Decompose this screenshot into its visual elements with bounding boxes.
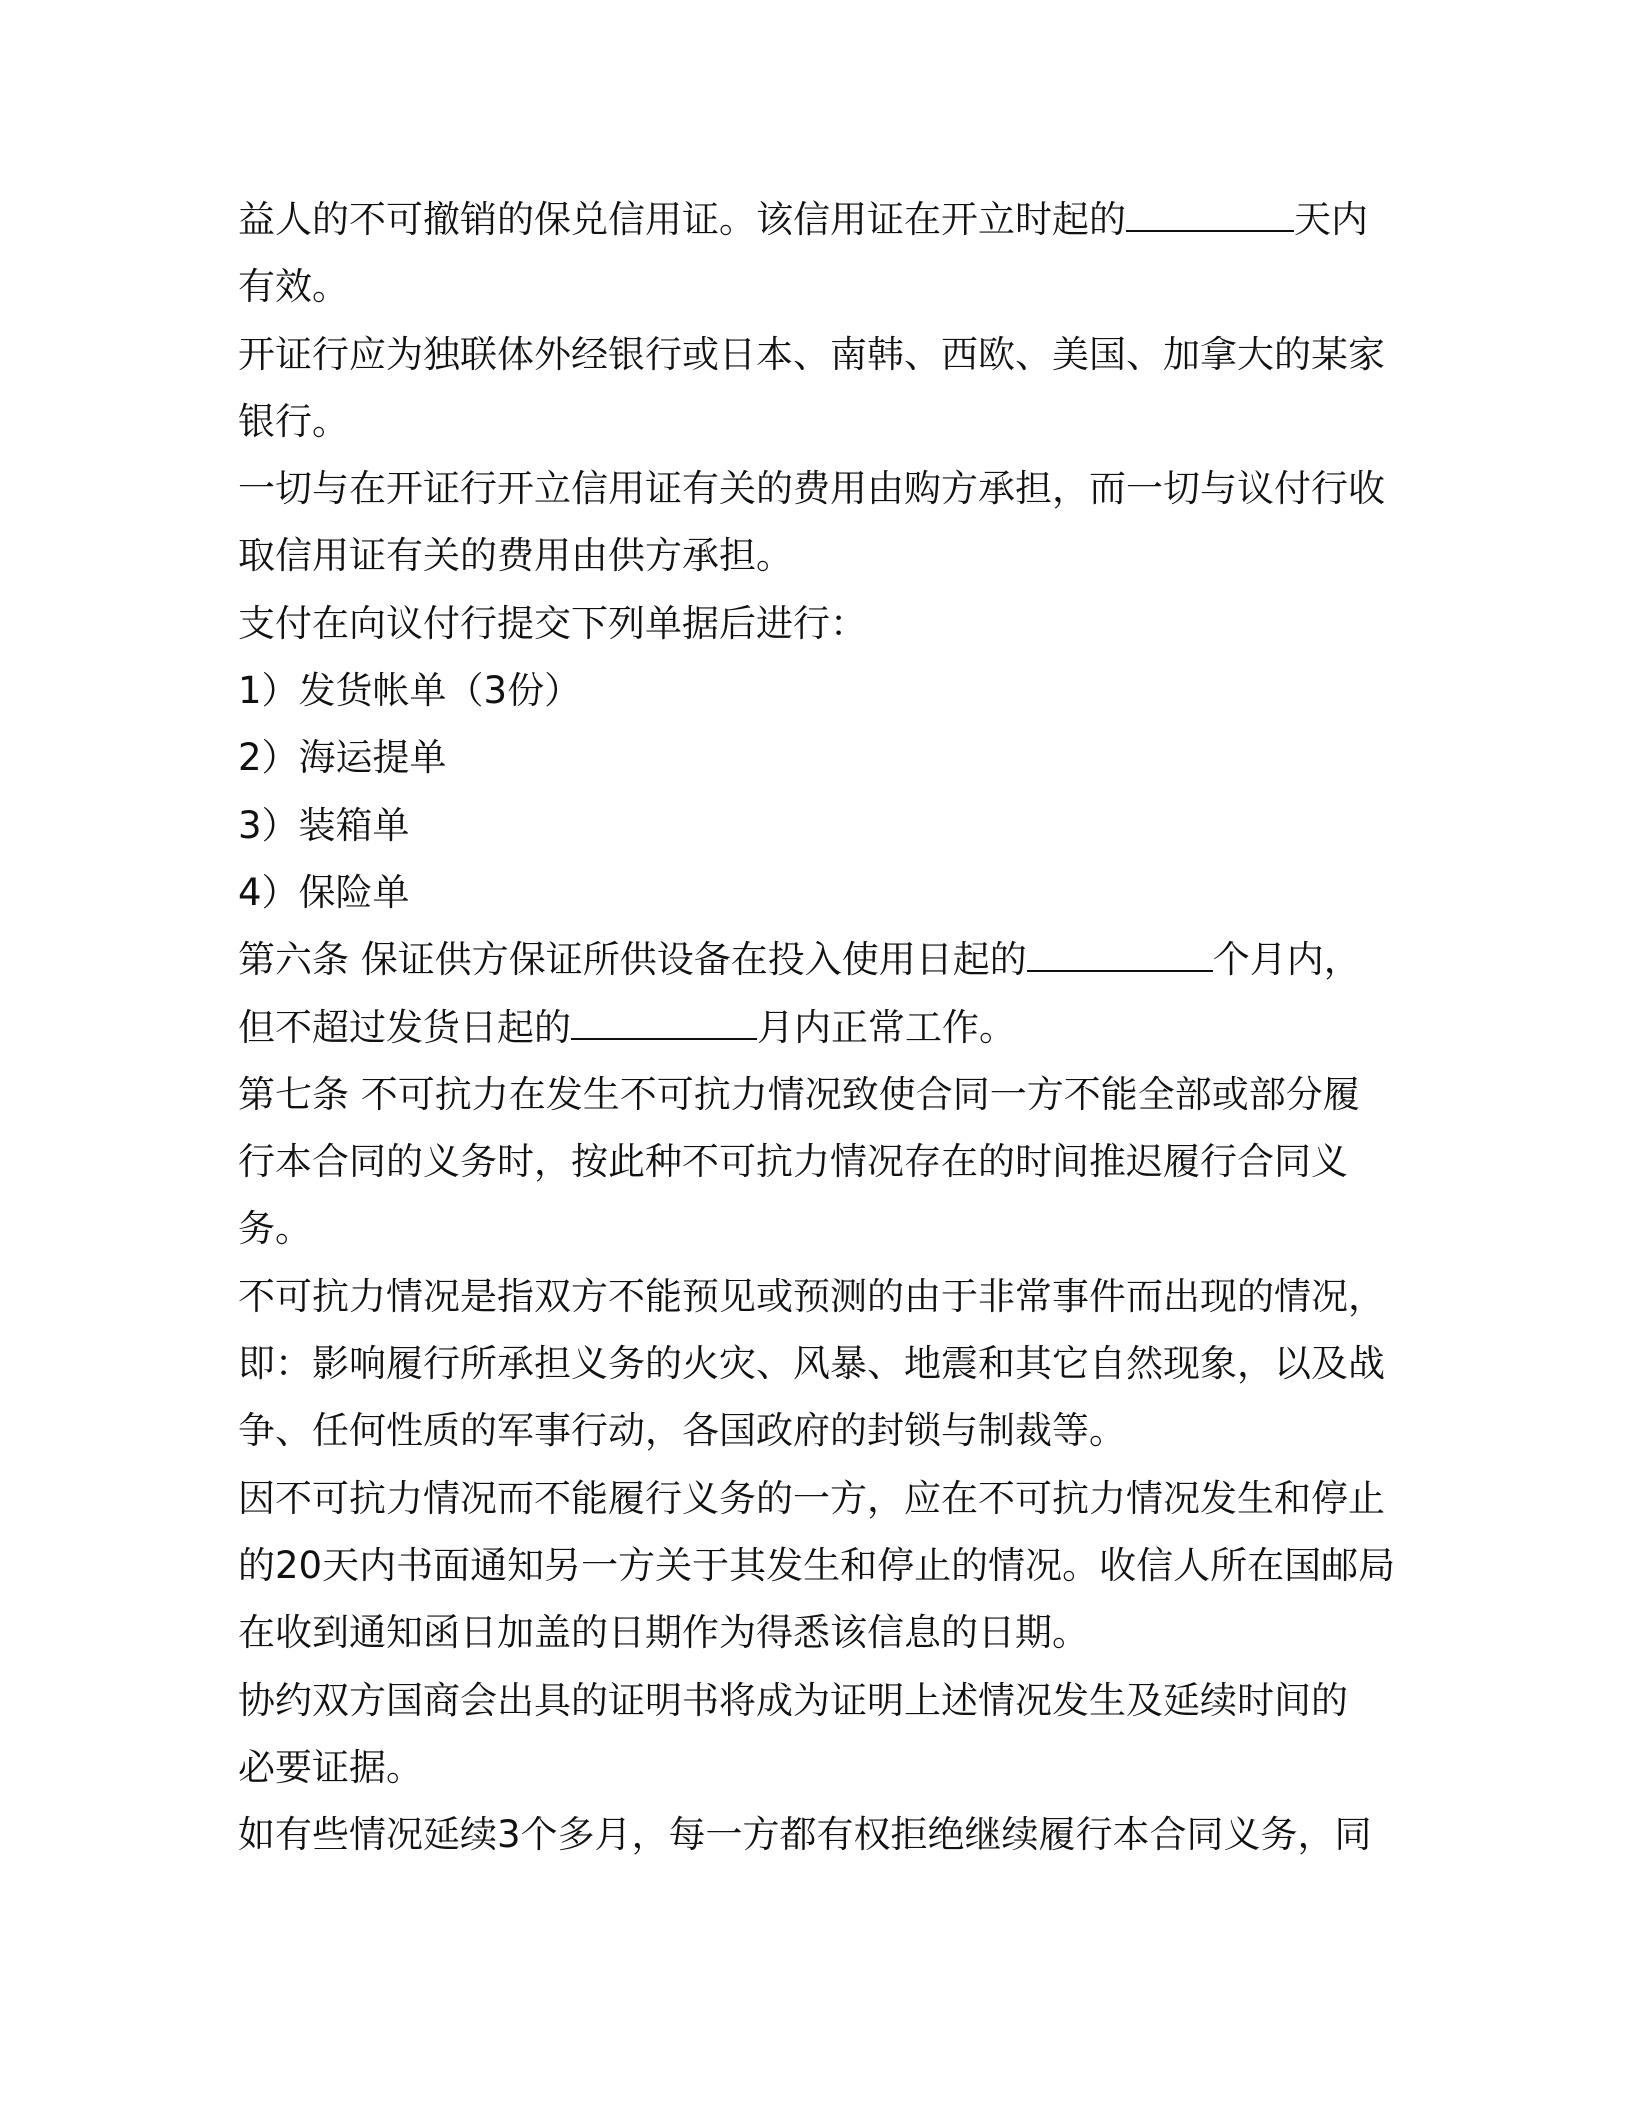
text-line: 因不可抗力情况而不能履行义务的一方，应在不可抗力情况发生和停止 xyxy=(238,1476,1385,1520)
text-line: 务。 xyxy=(238,1207,312,1251)
text-line: 如有些情况延续3个多月，每一方都有权拒绝继续履行本合同义务，同 xyxy=(238,1813,1372,1857)
text-segment: 个月内， xyxy=(1212,938,1361,982)
text-line: 一切与在开证行开立信用证有关的费用由购方承担，而一切与议付行收 xyxy=(238,467,1385,511)
text-line: 第七条 不可抗力在发生不可抗力情况致使合同一方不能全部或部分履 xyxy=(238,1072,1360,1116)
text-line: 不可抗力情况是指双方不能预见或预测的由于非常事件而出现的情况， xyxy=(238,1274,1385,1318)
text-line: 的20天内书面通知另一方关于其发生和停止的情况。收信人所在国邮局 xyxy=(238,1543,1396,1587)
text-line: 开证行应为独联体外经银行或日本、南韩、西欧、美国、加拿大的某家 xyxy=(238,332,1385,376)
text-segment: 但不超过发货日起的 xyxy=(238,1005,571,1049)
text-line: 协约双方国商会出具的证明书将成为证明上述情况发生及延续时间的 xyxy=(238,1678,1348,1722)
text-line: 即：影响履行所承担义务的火灾、风暴、地震和其它自然现象，以及战 xyxy=(238,1342,1385,1386)
fill-in-blank xyxy=(571,1008,757,1040)
text-line xyxy=(238,186,1398,253)
text-segment: 益人的不可撤销的保兑信用证。该信用证在开立时起的 xyxy=(238,198,1126,241)
list-item: 3）装箱单 xyxy=(238,803,410,847)
list-item: 4）保险单 xyxy=(238,870,410,914)
text-line xyxy=(238,994,1398,1061)
list-item: 1）发货帐单（3份） xyxy=(238,669,582,713)
text-line: 支付在向议付行提交下列单据后进行： xyxy=(238,601,867,645)
text-segment: 月内正常工作。 xyxy=(757,1005,1016,1049)
text-line: 争、任何性质的军事行动，各国政府的封锁与制裁等。 xyxy=(238,1409,1126,1453)
document-body xyxy=(238,186,1398,1868)
fill-in-blank xyxy=(1126,200,1294,232)
text-line: 行本合同的义务时，按此种不可抗力情况存在的时间推迟履行合同义 xyxy=(238,1140,1348,1184)
text-line: 取信用证有关的费用由供方承担。 xyxy=(238,534,793,578)
text-line: 必要证据。 xyxy=(238,1745,423,1789)
fill-in-blank xyxy=(1027,940,1213,972)
text-segment: 第六条 保证供方保证所供设备在投入使用日起的 xyxy=(238,938,1027,982)
text-line xyxy=(238,926,1398,993)
text-segment: 天内 xyxy=(1294,198,1368,241)
text-line: 有效。 xyxy=(238,265,349,309)
text-line: 在收到通知函日加盖的日期作为得悉该信息的日期。 xyxy=(238,1611,1089,1655)
text-line: 银行。 xyxy=(238,399,349,443)
list-item: 2）海运提单 xyxy=(238,736,447,780)
